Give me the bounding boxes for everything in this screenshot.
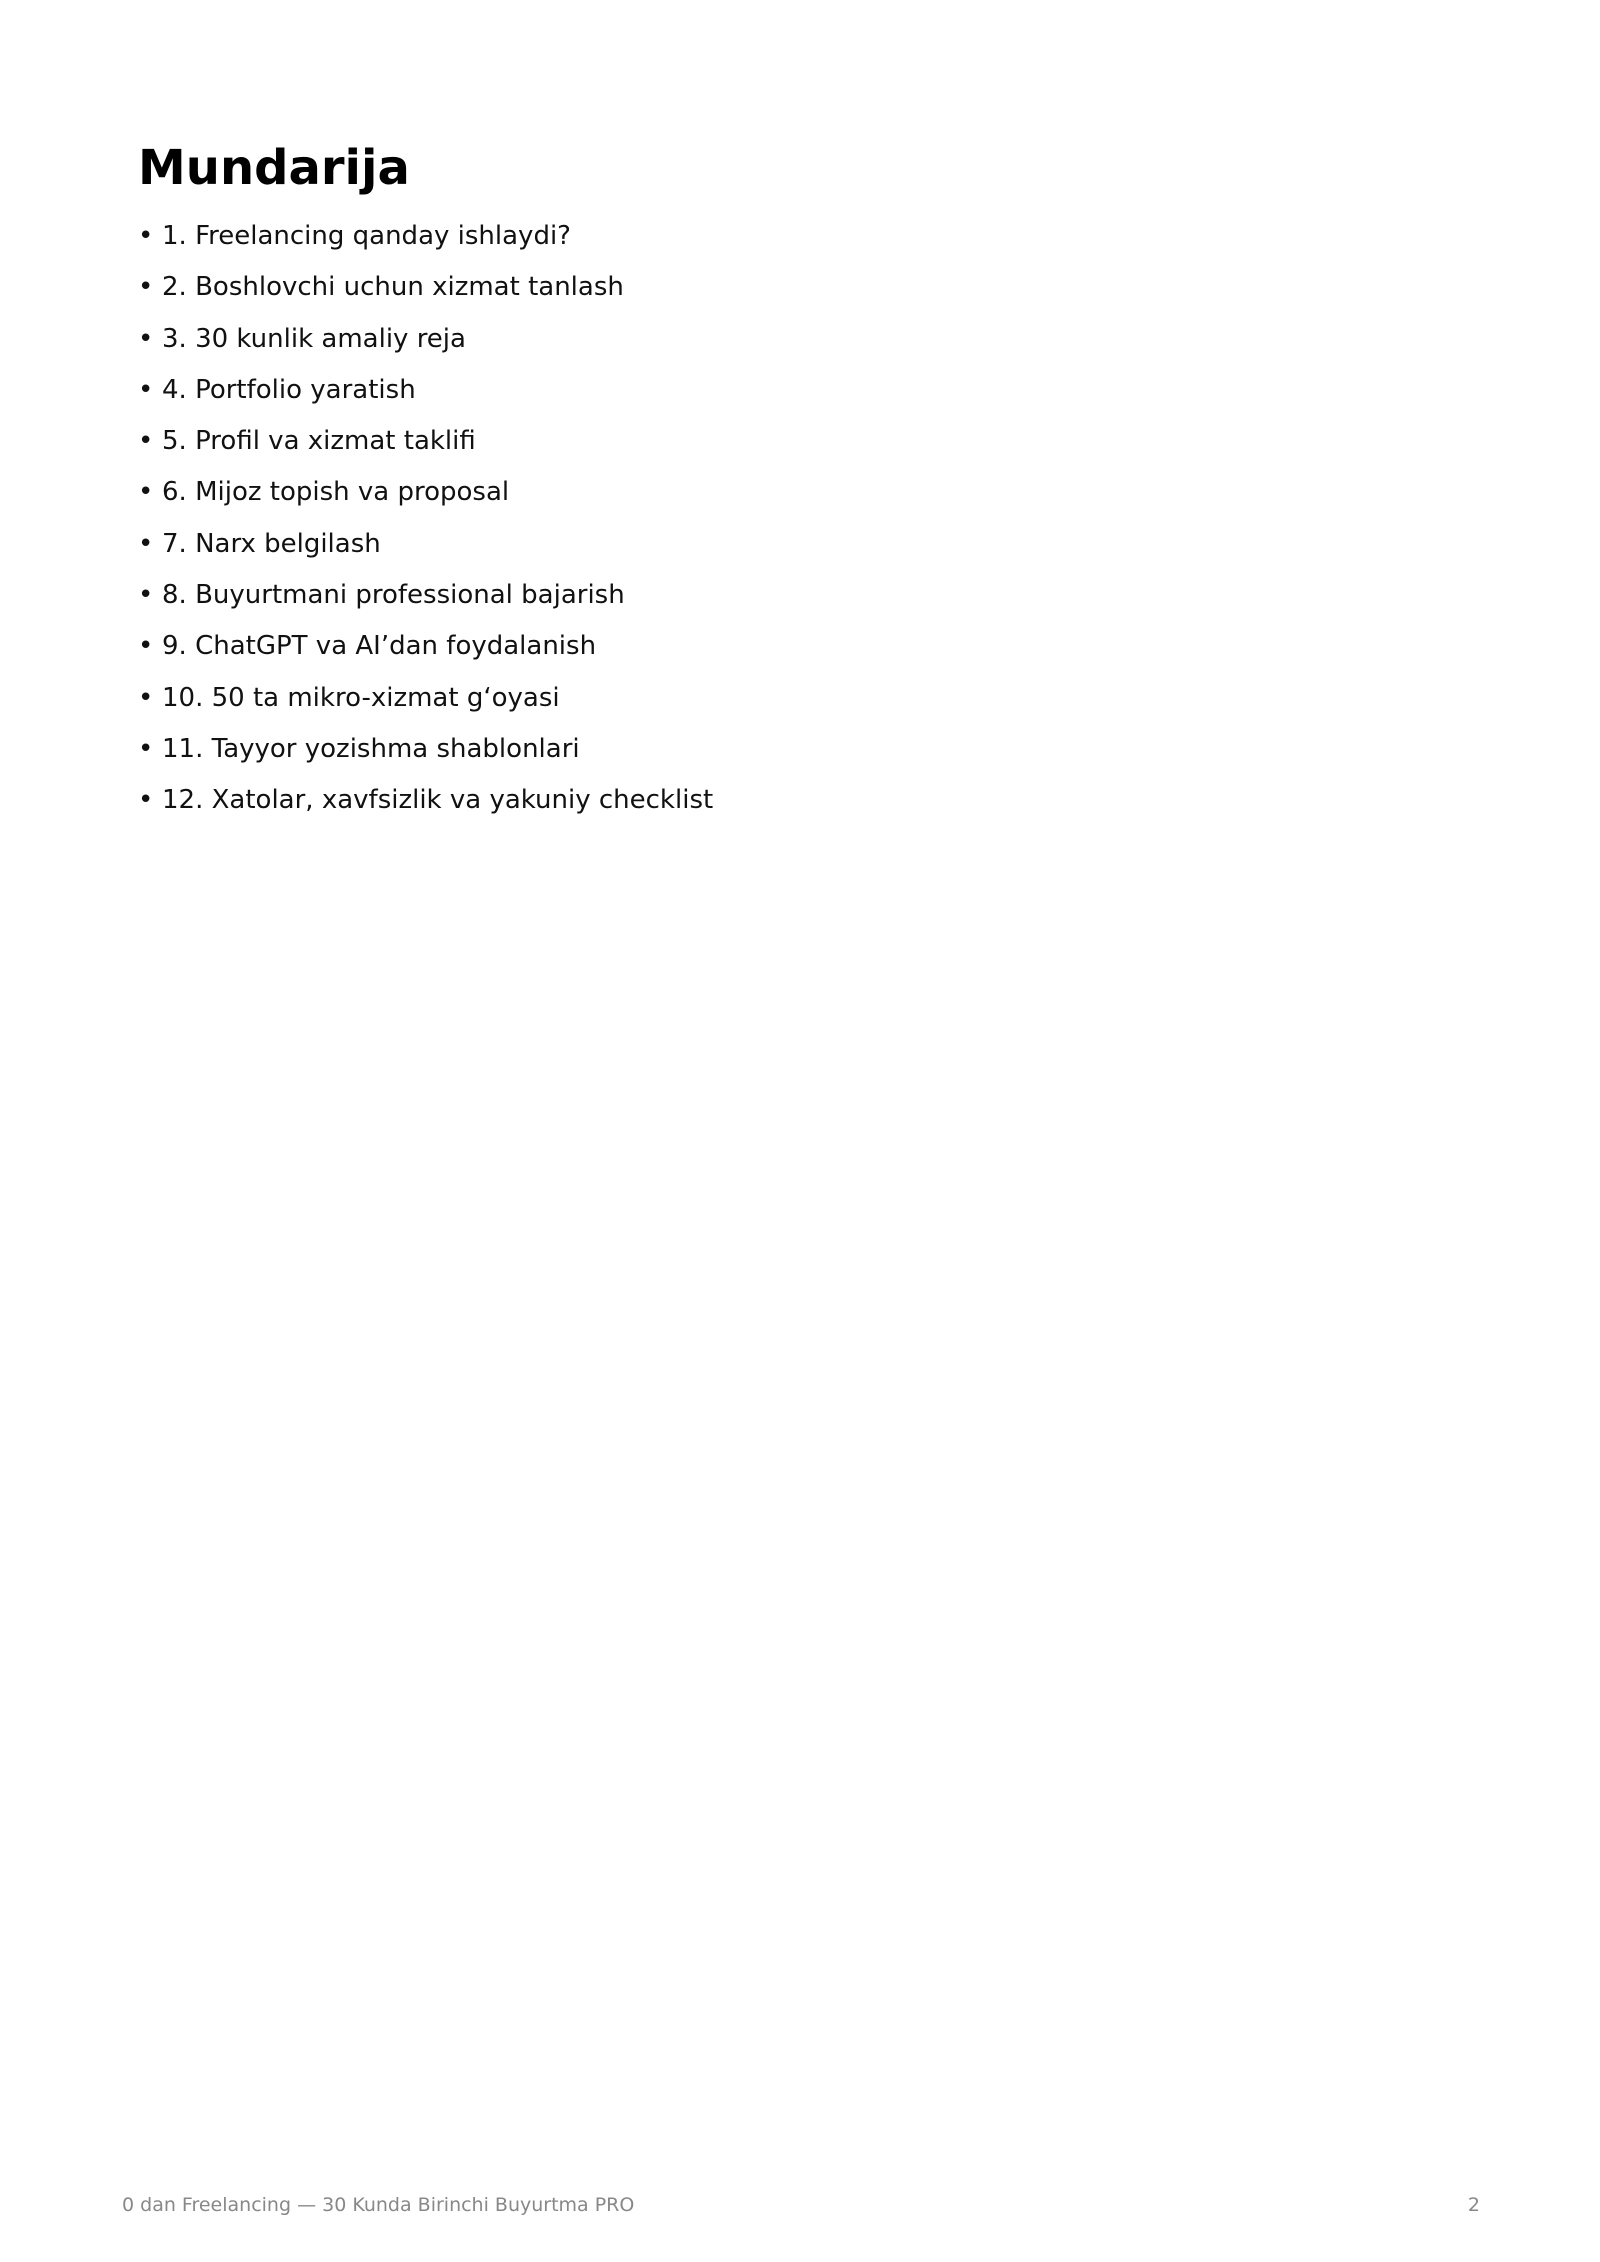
toc-item-label: 9. ChatGPT va AI’dan foydalanish <box>162 631 597 662</box>
toc-item-4[interactable] <box>138 368 713 419</box>
bullet-icon: • <box>138 631 154 662</box>
toc-item-5[interactable] <box>138 419 713 470</box>
toc-item-8[interactable] <box>138 573 713 624</box>
toc-item-9[interactable] <box>138 624 713 675</box>
toc-item-label: 11. Tayyor yozishma shablonlari <box>162 733 580 764</box>
toc-item-1[interactable] <box>138 214 713 265</box>
toc-item-label: 3. 30 kunlik amaliy reja <box>162 323 466 354</box>
toc-item-12[interactable] <box>138 778 713 829</box>
toc-item-label: 6. Mijoz topish va proposal <box>162 477 510 508</box>
bullet-icon: • <box>138 477 154 508</box>
toc-item-3[interactable] <box>138 317 713 368</box>
toc-item-label: 1. Freelancing qanday ishlaydi? <box>162 221 571 251</box>
toc-item-10[interactable] <box>138 676 713 727</box>
bullet-icon: • <box>138 426 154 457</box>
toc-item-label: 10. 50 ta mikro-xizmat g‘oyasi <box>162 682 560 713</box>
bullet-icon: • <box>138 374 154 405</box>
bullet-icon: • <box>138 785 154 816</box>
bullet-icon: • <box>138 580 154 611</box>
toc-item-7[interactable] <box>138 522 713 573</box>
bullet-icon: • <box>138 733 154 764</box>
toc-item-11[interactable] <box>138 727 713 778</box>
toc-item-label: 7. Narx belgilash <box>162 528 381 559</box>
bullet-icon: • <box>138 682 154 713</box>
toc-item-label: 4. Portfolio yaratish <box>162 374 416 405</box>
table-of-contents <box>138 214 713 830</box>
bullet-icon: • <box>138 528 154 559</box>
footer-page-number: 2 <box>1467 2194 1480 2216</box>
toc-item-label: 2. Boshlovchi uchun xizmat tanlash <box>162 272 624 303</box>
bullet-icon: • <box>138 221 154 251</box>
toc-item-2[interactable] <box>138 265 713 316</box>
bullet-icon: • <box>138 272 154 303</box>
page-title: Mundarija <box>138 140 410 196</box>
toc-item-label: 8. Buyurtmani professional bajarish <box>162 580 625 611</box>
footer-document-title: 0 dan Freelancing — 30 Kunda Birinchi Buyurtma PRO <box>122 2194 635 2216</box>
toc-item-label: 12. Xatolar, xavfsizlik va yakuniy checklist <box>162 785 714 816</box>
bullet-icon: • <box>138 323 154 354</box>
toc-item-6[interactable] <box>138 470 713 521</box>
toc-item-label: 5. Profil va xizmat taklifi <box>162 426 476 457</box>
